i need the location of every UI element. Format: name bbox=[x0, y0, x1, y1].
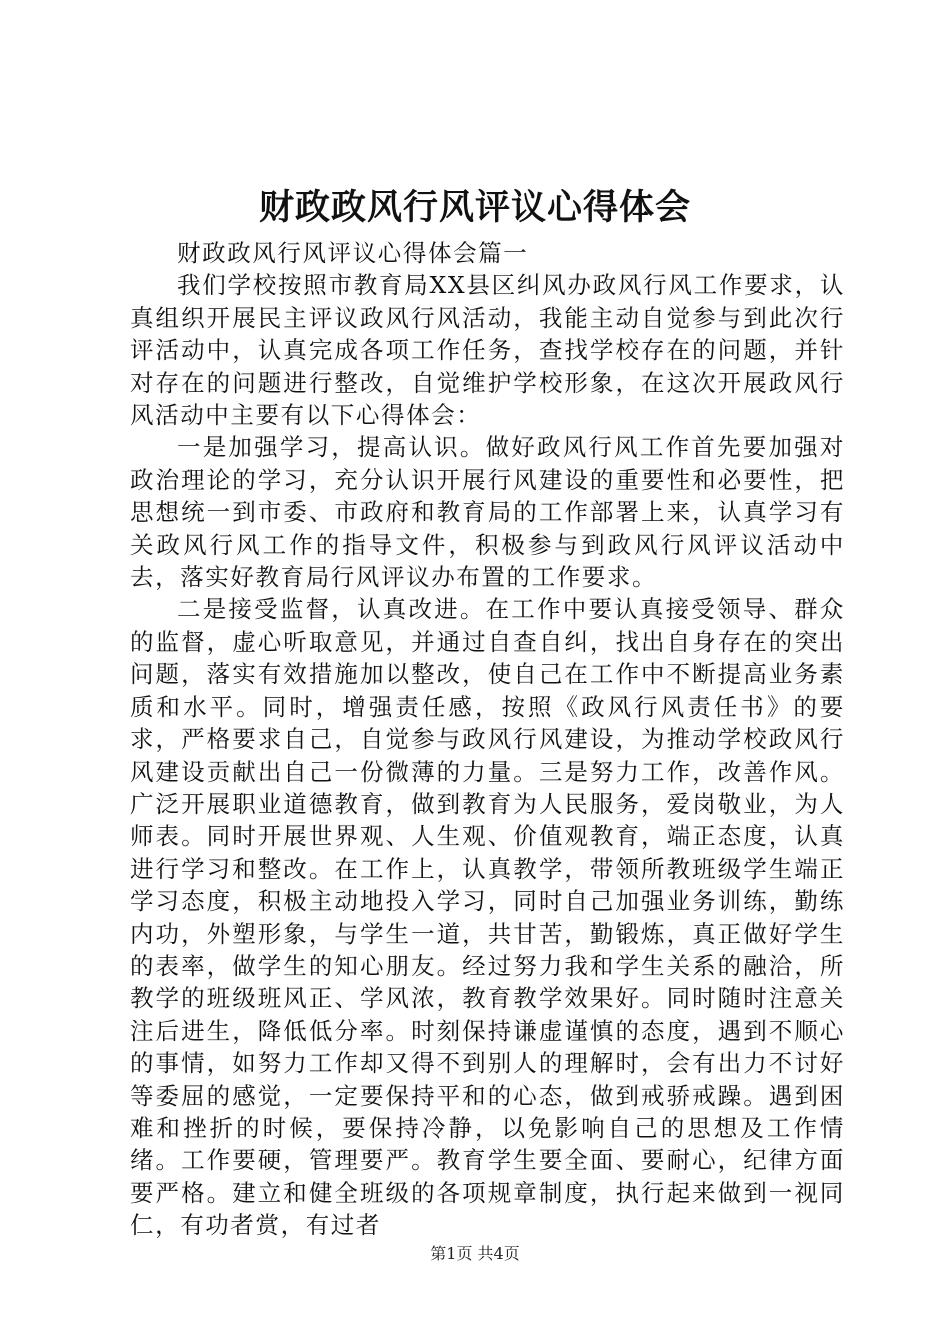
section-heading: 财政政风行风评议心得体会篇一 bbox=[177, 239, 529, 267]
document-title: 财政政风行风评议心得体会 bbox=[258, 187, 691, 228]
page-number-footer: 第1页 共4页 bbox=[430, 1244, 520, 1263]
paragraph: 我们学校按照市教育局XX县区纠风办政风行风工作要求，认真组织开展民主评议政风行风活动，我能主动自觉参与到此次行评活动中，认真完成各项工作任务，查找学校存在的问题，并针对存在的问题进行整改，自觉维护学校形象，在这次开展政风行风活动中主要有以下心得体会： bbox=[130, 271, 845, 430]
document-body bbox=[130, 237, 845, 1242]
paragraph: 一是加强学习，提高认识。做好政风行风工作首先要加强对政治理论的学习，充分认识开展行风建设的重要性和必要性，把思想统一到市委、市政府和教育局的工作部署上来，认真学习有关政风行风工作的指导文件，积极参与到政风行风评议活动中去，落实好教育局行风评议办布置的工作要求。 bbox=[130, 433, 845, 592]
paragraph: 二是接受监督，认真改进。在工作中要认真接受领导、群众的监督，虚心听取意见，并通过自查自纠，找出自身存在的突出问题，落实有效措施加以整改，使自己在工作中不断提高业务素质和水平。同时，增强责任感，按照《政风行风责任书》的要求，严格要求自己，自觉参与政风行风建设，为推动学校政风行风建设贡献出自己一份微薄的力量。三是努力工作，改善作风。广泛开展职业道德教育，做到教育为人民服务，爱岗敬业，为人师表。同时开展世界观、人生观、价值观教育，端正态度，认真进行学习和整改。在工作上，认真教学，带领所教班级学生端正学习态度，积极主动地投入学习，同时自己加强业务训练，勤练内功，外塑形象，与学生一道，共甘苦，勤锻炼，真正做好学生的表率，做学生的知心朋友。经过努力我和学生关系的融洽，所教学的班级班风正、学风浓，教育教学效果好。同时随时注意关注后进生，降低低分率。时刻保持谦虚谨慎的态度，遇到不顺心的事情，如努力工作却又得不到别人的理解时，会有出力不讨好等委屈的感觉，一定要保持平和的心态，做到戒骄戒躁。遇到困难和挫折的时候，要保持冷静，以免影响自己的思想及工作情绪。工作要硬，管理要严。教育学生要全面、要耐心，纪律方面要严格。建立和健全班级的各项规章制度，执行起来做到一视同仁，有功者赏，有过者 bbox=[130, 595, 845, 1240]
